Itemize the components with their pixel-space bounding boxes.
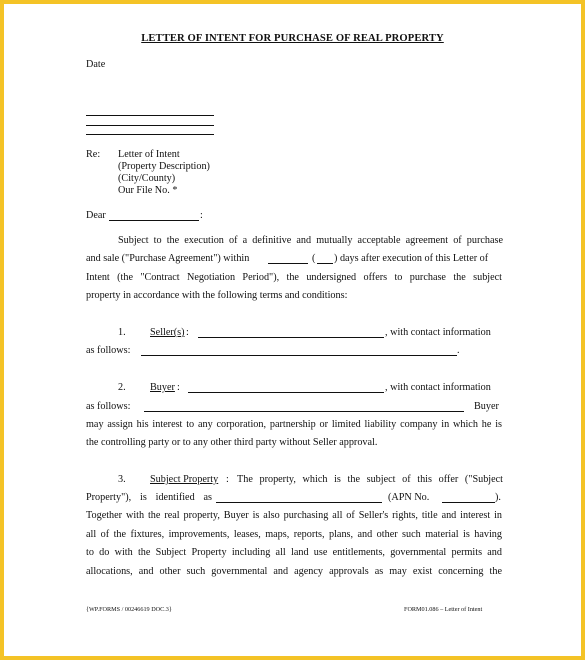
- seller-label: Seller(s): [150, 327, 185, 338]
- address-line-1: [86, 115, 214, 116]
- intro-line: Subject to the execution of a definitive and mutually acceptable agreement of purchase: [118, 235, 503, 246]
- subject-line: The property, which is the subject of this offer ("Subject: [237, 474, 503, 485]
- days-blank: [268, 263, 308, 264]
- re-line: Letter of Intent: [118, 149, 180, 160]
- seller-period: .: [457, 345, 460, 356]
- seller-colon: :: [186, 327, 189, 338]
- seller-name-blank: [198, 337, 384, 338]
- buyer-colon: :: [177, 382, 180, 393]
- seller-follows: as follows:: [86, 345, 131, 356]
- subject-line: Property"), is identified as: [86, 492, 212, 503]
- buyer-word: Buyer: [474, 401, 499, 412]
- buyer-line: the controlling party or to any other third party without Seller approval.: [86, 437, 378, 448]
- days-number-blank: [317, 263, 333, 264]
- re-line: Our File No. *: [118, 185, 178, 196]
- intro-line: and sale ("Purchase Agreement") within: [86, 253, 250, 264]
- buyer-contact-blank: [144, 411, 464, 412]
- buyer-line: may assign his interest to any corporation, partnership or limited liability company in which he is: [86, 419, 502, 430]
- subject-line: allocations, and other such governmental and agency approvals as may exist concerning the: [86, 566, 502, 577]
- re-line: (Property Description): [118, 161, 210, 172]
- buyer-contact: , with contact information: [385, 382, 491, 393]
- address-line-3: [86, 134, 214, 135]
- buyer-label: Buyer: [150, 382, 175, 393]
- apn-close: ).: [495, 492, 501, 503]
- intro-line: ) days after execution of this Letter of: [334, 253, 489, 264]
- buyer-number: 2.: [118, 382, 126, 393]
- subject-number: 3.: [118, 474, 126, 485]
- re-line: (City/County): [118, 173, 176, 184]
- footer-left: {WP.FORMS / 00246619 DOC.3}: [86, 606, 172, 613]
- footer-right: FORM01.086 – Letter of Intent: [404, 606, 483, 613]
- intro-line: property in accordance with the following terms and conditions:: [86, 290, 348, 301]
- subject-line: to do with the Subject Property including all land use entitlements, governmental permits and: [86, 547, 502, 558]
- apn-label: (APN No.: [388, 492, 430, 503]
- intro-line: Intent (the "Contract Negotiation Period"), the undersigned offers to purchase the subject: [86, 272, 502, 283]
- apn-blank: [442, 502, 495, 503]
- address-line-2: [86, 125, 214, 126]
- subject-line: Together with the real property, Buyer is also purchasing all of Seller's rights, title and interest in: [86, 510, 502, 521]
- salutation-colon: :: [200, 210, 203, 221]
- subject-colon: :: [226, 474, 229, 485]
- date-label: Date: [86, 59, 106, 70]
- seller-number: 1.: [118, 327, 126, 338]
- salutation: Dear: [86, 210, 106, 221]
- buyer-follows: as follows:: [86, 401, 131, 412]
- subject-line: all of the fixtures, improvements, leases, maps, reports, plans, and other such material is having: [86, 529, 502, 540]
- property-id-blank: [216, 502, 382, 503]
- seller-contact-blank: [141, 355, 457, 356]
- seller-contact: , with contact information: [385, 327, 491, 338]
- salutation-blank: [109, 220, 199, 221]
- buyer-name-blank: [188, 392, 384, 393]
- document-title: LETTER OF INTENT FOR PURCHASE OF REAL PROPERTY: [141, 33, 444, 44]
- re-label: Re:: [86, 149, 101, 160]
- subject-label: Subject Property: [150, 474, 219, 485]
- paren-open: (: [312, 253, 316, 264]
